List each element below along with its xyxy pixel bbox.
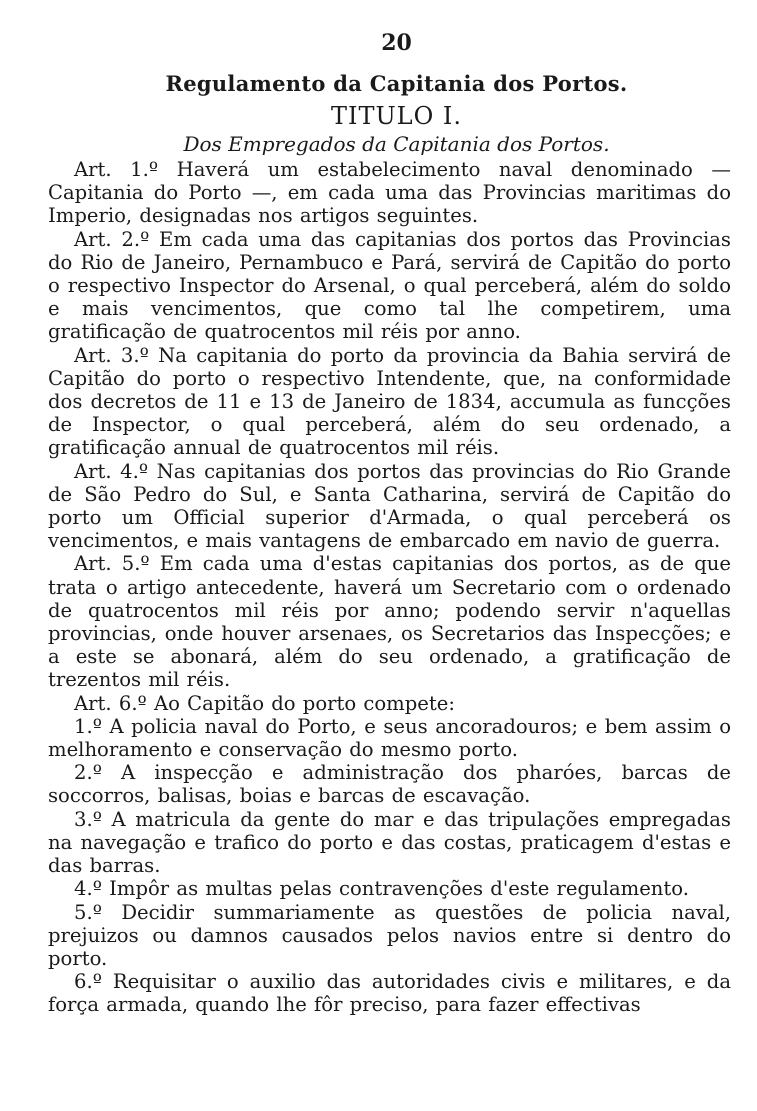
section-heading: TITULO I. <box>330 102 463 130</box>
article-1: Art. 1.º Haverá um estabelecimento naval denominado — Capitania do Porto —, em cada uma das Provincias maritimas do Imperio, designadas nos artigos seguintes. <box>48 158 731 228</box>
article-6-item-4: 4.º Impôr as multas pelas contravenções d'este regulamento. <box>74 877 689 901</box>
article-2: Art. 2.º Em cada uma das capitanias dos portos das Provincias do Rio de Janeiro, Pernambuco e Pará, servirá de Capitão do porto o respectivo Inspector do Arsenal, o qual perceberá, além do soldo e mais vencimentos, que como tal lhe competirem, uma gratificação de quatrocentos mil réis por anno. <box>48 227 731 344</box>
page-number: 20 <box>381 30 412 56</box>
document-title: Regulamento da Capitania dos Portos. <box>165 71 628 96</box>
article-6-item-1: 1.º A policia naval do Porto, e seus ancoradouros; e bem assim o melhoramento e conservação do mesmo porto. <box>48 714 731 762</box>
article-6: Art. 6.º Ao Capitão do porto compete: <box>74 691 455 715</box>
article-6-item-5: 5.º Decidir summariamente as questões de policia naval, prejuizos ou damnos causados pelos navios entre si dentro do porto. <box>48 900 731 970</box>
article-5: Art. 5.º Em cada uma d'estas capitanias dos portos, as de que trata o artigo antecedente, haverá um Secretario com o ordenado de quatrocentos mil réis por anno; podendo servir n'aquellas provincias, onde houver arsenaes, os Secretarios das Inspecções; e a este se abonará, além do seu ordenado, a gratificação de trezentos mil réis. <box>48 552 731 692</box>
article-4: Art. 4.º Nas capitanias dos portos das provincias do Rio Grande de São Pedro do Sul, e Santa Catharina, servirá de Capitão do porto um Official superior d'Armada, o qual perceberá os vencimentos, e mais vantagens de embarcado em navio de guerra. <box>48 459 731 553</box>
article-6-item-2: 2.º A inspecção e administração dos pharóes, barcas de soccorros, balisas, boias e barcas de escavação. <box>48 761 731 808</box>
document-body <box>48 158 731 1017</box>
section-subtitle: Dos Empregados da Capitania dos Portos. <box>183 132 610 156</box>
article-6-item-6: 6.º Requisitar o auxilio das autoridades civis e militares, e da força armada, quando lhe fôr preciso, para fazer effectivas <box>48 970 731 1017</box>
article-3: Art. 3.º Na capitania do porto da provincia da Bahia servirá de Capitão do porto o respectivo Intendente, que, na conformidade dos decretos de 11 e 13 de Janeiro de 1834, accumula as funcções de Inspector, o qual perceberá, além do seu ordenado, a gratificação annual de quatrocentos mil réis. <box>48 343 731 460</box>
article-6-item-3: 3.º A matricula da gente do mar e das tripulações empregadas na navegação e trafico do porto e das costas, praticagem d'estas e das barras. <box>48 807 731 878</box>
